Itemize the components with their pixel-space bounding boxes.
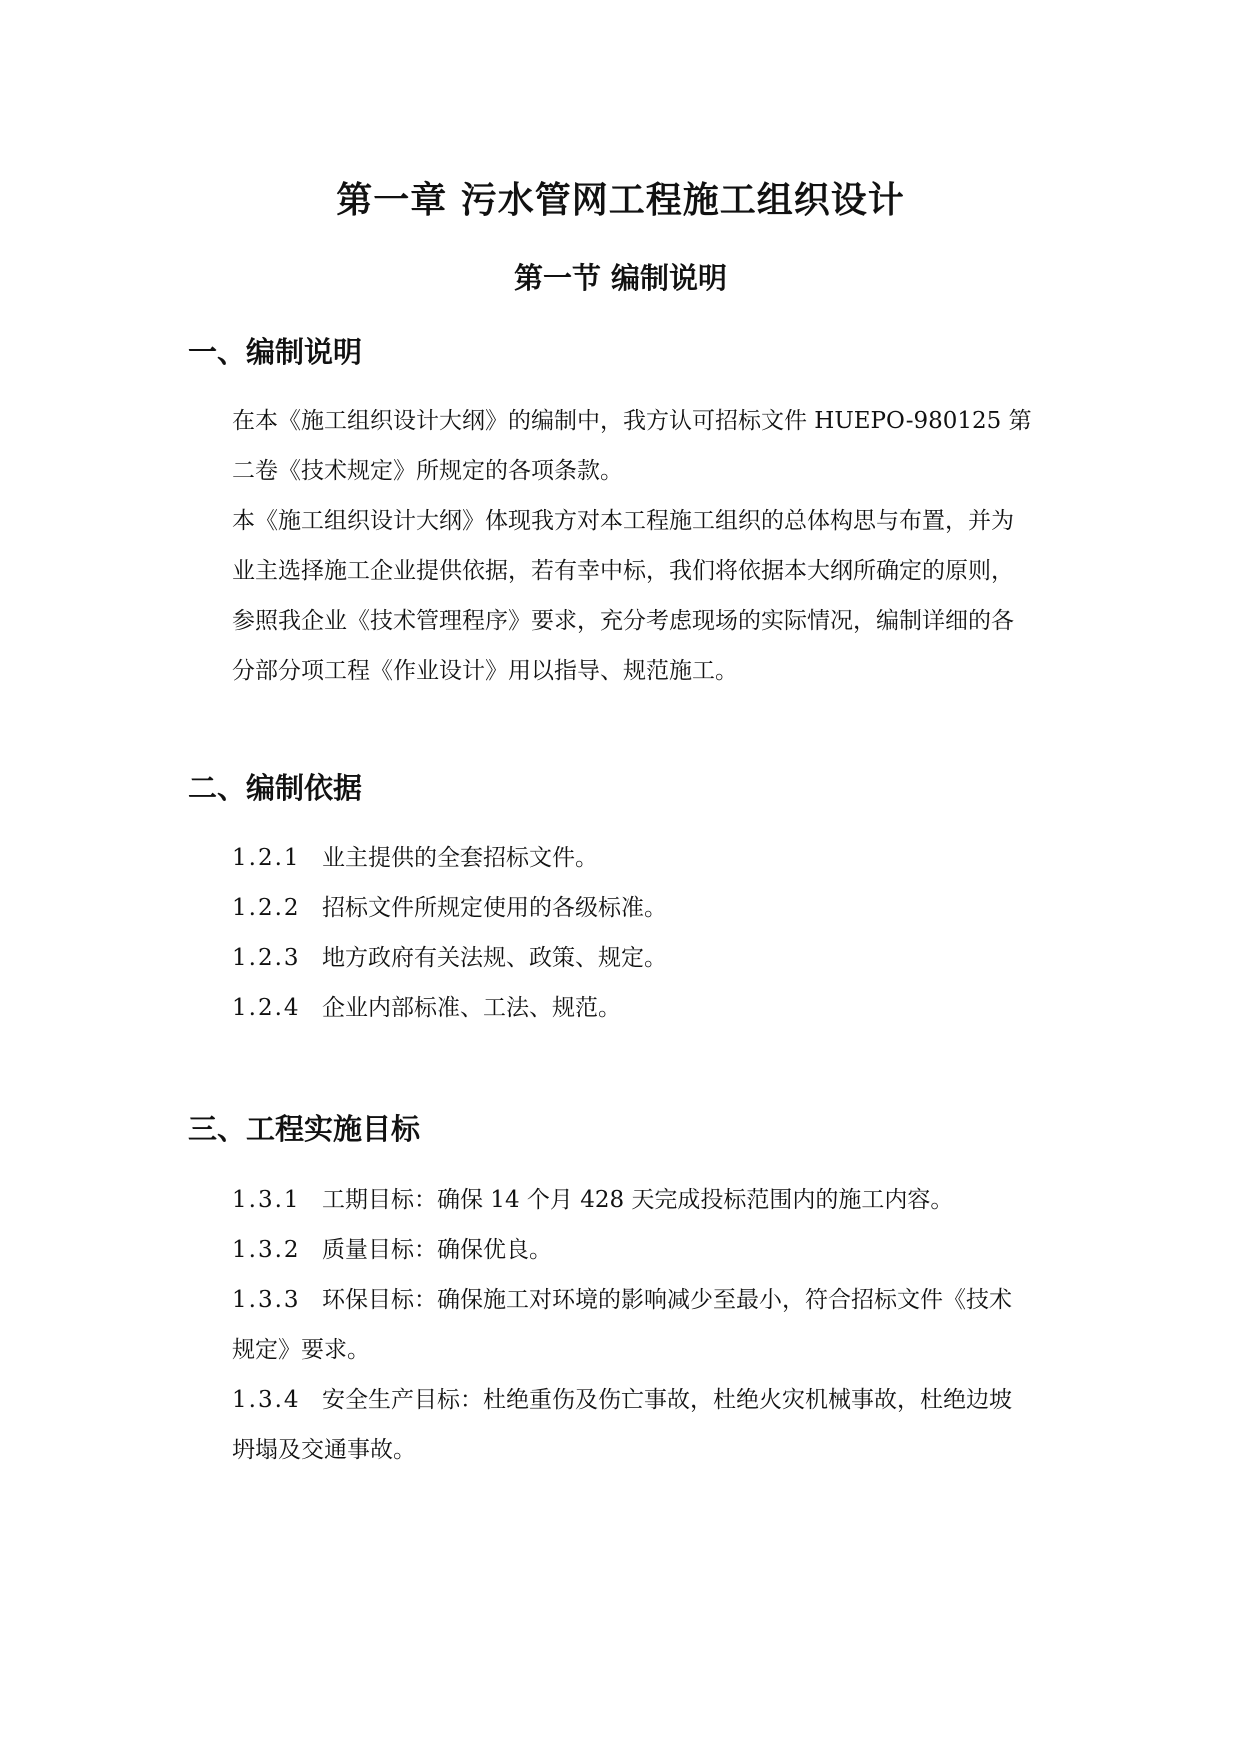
list-item	[232, 833, 1032, 883]
item-text: 安全生产目标：杜绝重伤及伤亡事故，杜绝火灾机械事故，杜绝边坡坍塌及交通事故。	[232, 1387, 1012, 1463]
item-number: 1.2.1	[232, 845, 301, 871]
list-item	[232, 1225, 1032, 1275]
heading-3: 三、工程实施目标	[188, 1112, 421, 1146]
list-item	[232, 1275, 1032, 1375]
item-text: 企业内部标准、工法、规范。	[322, 995, 621, 1021]
item-number: 1.3.3	[232, 1287, 301, 1313]
item-text: 质量目标：确保优良。	[322, 1237, 552, 1263]
item-number: 1.3.2	[232, 1237, 301, 1263]
list-item	[232, 1175, 1032, 1225]
section-title: 第一节 编制说明	[513, 261, 728, 295]
item-text: 地方政府有关法规、政策、规定。	[322, 945, 667, 971]
paragraph: 在本《施工组织设计大纲》的编制中，我方认可招标文件 HUEPO-980125 第二卷《技术规定》所规定的各项条款。	[232, 408, 1032, 484]
heading-1: 一、编制说明	[188, 335, 363, 369]
item-number: 1.3.1	[232, 1187, 301, 1213]
list-item	[232, 1375, 1032, 1475]
chapter-title: 第一章 污水管网工程施工组织设计	[336, 180, 905, 221]
item-text: 环保目标：确保施工对环境的影响减少至最小，符合招标文件《技术规定》要求。	[232, 1287, 1012, 1363]
heading-2: 二、编制依据	[188, 771, 363, 805]
item-text: 招标文件所规定使用的各级标准。	[322, 895, 667, 921]
item-number: 1.2.2	[232, 895, 301, 921]
paragraph: 本《施工组织设计大纲》体现我方对本工程施工组织的总体构思与布置，并为业主选择施工企业提供依据，若有幸中标，我们将依据本大纲所确定的原则，参照我企业《技术管理程序》要求，充分考虑现场的实际情况，编制详细的各分部分项工程《作业设计》用以指导、规范施工。	[232, 508, 1014, 684]
list-item	[232, 883, 1032, 933]
item-number: 1.2.4	[232, 995, 301, 1021]
item-number: 1.2.3	[232, 945, 301, 971]
list-item	[232, 983, 1032, 1033]
item-text: 业主提供的全套招标文件。	[322, 845, 598, 871]
item-number: 1.3.4	[232, 1387, 301, 1413]
section-1-body	[232, 396, 1032, 696]
item-text: 工期目标：确保 14 个月 428 天完成投标范围内的施工内容。	[322, 1187, 954, 1213]
list-item	[232, 933, 1032, 983]
